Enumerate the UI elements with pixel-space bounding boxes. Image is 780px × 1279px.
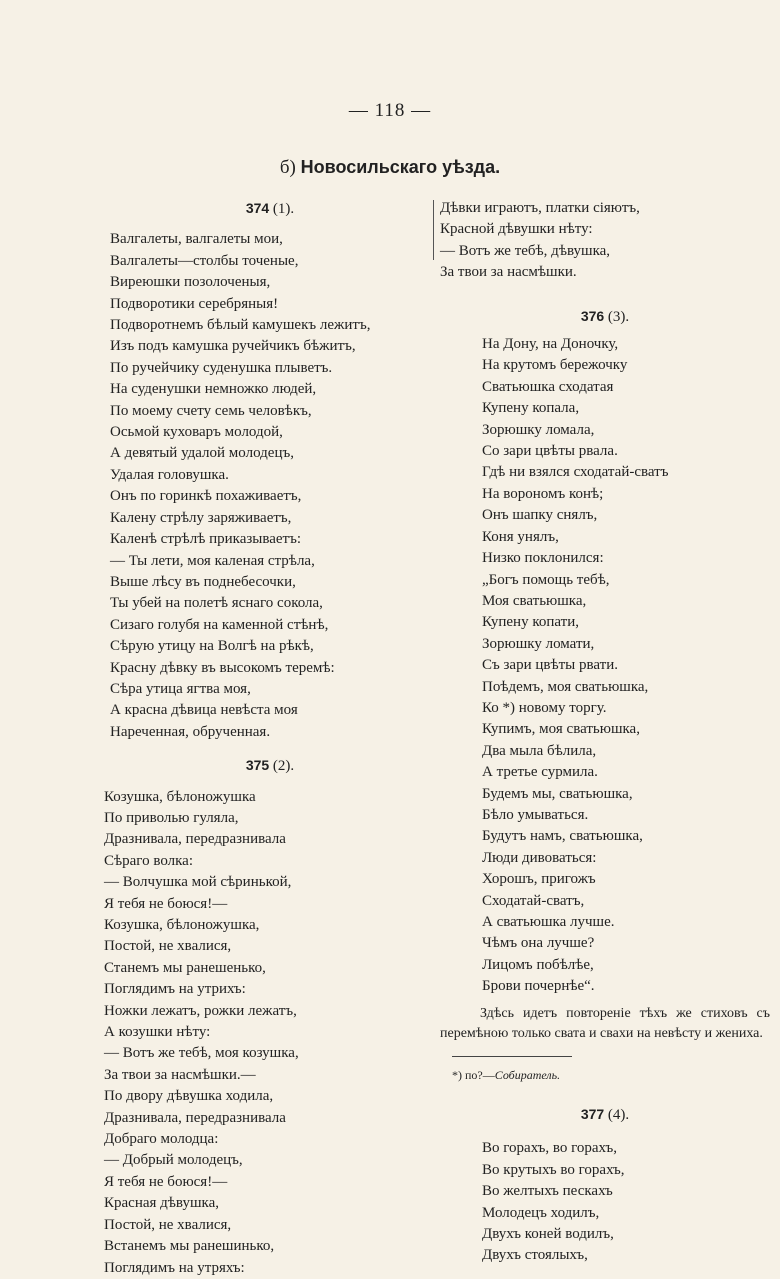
- poem-line: А красна дѣвица невѣста моя: [110, 702, 298, 719]
- poem-line: Сизаго голубя на каменной стѣнѣ,: [110, 616, 329, 633]
- poem-line: Я тебя не боюся!—: [104, 1173, 228, 1190]
- poem-line: По ручейчику суденушка плыветъ.: [110, 359, 333, 376]
- poem-line: Сватьюшка сходатая: [482, 378, 614, 395]
- footnote: [452, 1065, 770, 1086]
- song-heading: [110, 198, 430, 220]
- poem-377: [440, 1138, 770, 1266]
- column-divider: [433, 200, 434, 260]
- poem-line: Купену копала,: [482, 400, 580, 417]
- poem-line: — Вотъ же тебѣ, дѣвушка,: [440, 242, 611, 259]
- poem-line: Добраго молодца:: [104, 1131, 219, 1148]
- poem-line: Съ зари цвѣты рвати.: [482, 657, 618, 674]
- section-title: [0, 157, 780, 179]
- song-number: 376: [580, 307, 605, 324]
- poem-line: Низко поклонился:: [482, 550, 604, 567]
- poem-line: Удалая головушка.: [110, 466, 229, 483]
- poem-line: Во крутыхъ во горахъ,: [482, 1161, 625, 1178]
- poem-line: Валгалеты—столбы точеные,: [110, 252, 299, 269]
- poem-line: А сватьюшка лучше.: [482, 914, 615, 930]
- poem-line: Калену стрѣлу заряживаетъ,: [110, 509, 292, 526]
- poem-line: Моя сватьюшка,: [482, 592, 587, 609]
- poem-line: — Вотъ же тебѣ, моя козушка,: [104, 1045, 299, 1062]
- poem-line: Дразнивала, передразнивала: [104, 831, 286, 848]
- poem-line: Дѣвки играютъ, платки сіяютъ,: [440, 200, 640, 216]
- poem-line: Молодецъ ходилъ,: [482, 1204, 600, 1221]
- poem-line: Онъ по горинкѣ похаживаетъ,: [110, 488, 302, 505]
- poem-line: На ворономъ конѣ;: [482, 485, 604, 502]
- poem-line: Козушка, бѣлоножушка,: [104, 917, 260, 933]
- poem-line: Осьмой куховаръ молодой,: [110, 424, 283, 441]
- poem-line: Ко *) новому торгу.: [482, 699, 607, 716]
- poem-line: Каленѣ стрѣлѣ приказываетъ:: [110, 531, 302, 548]
- poem-line: Встанемъ мы ранешинько,: [104, 1238, 275, 1255]
- song-number: 375: [245, 757, 270, 774]
- song-heading: [440, 1104, 770, 1126]
- poem-line: По приволью гуляла,: [104, 809, 239, 826]
- poem-line: Лицомъ побѣлѣе,: [482, 956, 594, 973]
- poem-line: Подворотики серебряныя!: [110, 295, 279, 312]
- poem-line: Купену копати,: [482, 614, 579, 631]
- poem-line: А третье сурмила.: [482, 764, 598, 781]
- poem-line: Бѣло умываться.: [482, 806, 589, 823]
- poem-line: По моему счету семь человѣкъ,: [110, 402, 312, 419]
- poem-line: Сѣраго волка:: [104, 852, 193, 869]
- poem-line: Красной дѣвушки нѣту:: [440, 221, 593, 238]
- poem-line: На суденушки немножко людей,: [110, 381, 317, 398]
- poem-line: Два мыла бѣлила,: [482, 742, 597, 759]
- footnote-text: *) по?—: [452, 1067, 495, 1082]
- poem-line: Поглядимъ на утряхъ:: [104, 1259, 245, 1276]
- song-subnumber: (3).: [607, 308, 630, 325]
- section-prefix: б): [279, 157, 296, 178]
- poem-line: — Добрый молодецъ,: [104, 1152, 243, 1169]
- poem-line: Красная дѣвушка,: [104, 1195, 220, 1212]
- poem-line: Двухъ стоялыхъ,: [482, 1247, 588, 1264]
- poem-376: [440, 334, 770, 998]
- left-column: [104, 198, 430, 1279]
- poem-line: Виреюшки позолоченыя,: [110, 274, 271, 291]
- poem-line: Онъ шапку снялъ,: [482, 507, 598, 524]
- poem-line: Ты убей на полетѣ яснаго сокола,: [110, 595, 323, 612]
- poem-line: А козушки нѣту:: [104, 1024, 211, 1041]
- poem-line: Во горахъ, во горахъ,: [482, 1140, 617, 1157]
- poem-line: Выше лѣсу въ поднебесочки,: [110, 573, 296, 590]
- poem-line: Я тебя не боюся!—: [104, 895, 228, 912]
- poem-375: [104, 787, 430, 1279]
- poem-line: Гдѣ ни взялся сходатай-сватъ: [482, 464, 669, 481]
- poem-line: Сходатай-сватъ,: [482, 892, 585, 909]
- poem-line: На Дону, на Доночку,: [482, 336, 619, 353]
- song-heading: [110, 755, 430, 777]
- poem-line: — Волчушка мой сѣринькой,: [104, 874, 292, 891]
- poem-line: Поглядимъ на утрихъ:: [104, 981, 246, 998]
- song-number: 374: [245, 200, 270, 216]
- poem-line: Изъ подъ камушка ручейчикъ бѣжитъ,: [110, 338, 356, 355]
- poem-line: Купимъ, моя сватьюшка,: [482, 721, 640, 738]
- poem-line: — Ты лети, моя каленая стрѣла,: [110, 552, 315, 569]
- poem-line: Хорошъ, пригожъ: [482, 871, 596, 888]
- poem-line: Подворотнемъ бѣлый камушекъ лежитъ,: [110, 317, 371, 334]
- poem-line: Ножки лежатъ, рожки лежатъ,: [104, 1002, 297, 1019]
- poem-line: Во желтыхъ пескахъ: [482, 1183, 613, 1200]
- footnote-rule: [452, 1056, 572, 1057]
- section-title-text: Новосильскаго уѣзда.: [300, 157, 501, 177]
- poem-line: Коня унялъ,: [482, 528, 559, 545]
- poem-line: Зорюшку ломала,: [482, 421, 595, 438]
- poem-line: По двору дѣвушка ходила,: [104, 1088, 274, 1105]
- poem-line: Люди дивоваться:: [482, 849, 597, 866]
- poem-line: Брови почернѣе“.: [482, 978, 595, 995]
- poem-line: На крутомъ бережочку: [482, 357, 628, 374]
- poem-374: [110, 229, 430, 743]
- song-number: 377: [580, 1106, 605, 1123]
- poem-374-continuation: [440, 198, 770, 284]
- song-subnumber: (2).: [272, 758, 295, 775]
- poem-line: Будемъ мы, сватьюшка,: [482, 785, 633, 802]
- poem-line: Поѣдемъ, моя сватьюшка,: [482, 678, 649, 695]
- song-subnumber: (4).: [607, 1107, 630, 1124]
- poem-line: За твои за насмѣшки.: [440, 264, 577, 281]
- poem-line: Козушка, бѣлоножушка: [104, 788, 256, 805]
- poem-line: Валгалеты, валгалеты мои,: [110, 231, 283, 248]
- page-number: — 118 —: [348, 100, 432, 121]
- poem-line: Зорюшку ломати,: [482, 635, 595, 652]
- editorial-note: Здѣсь идетъ повтореніе тѣхъ же стиховъ съ перемѣною только свата и свахи на невѣсту и жениха.: [440, 1005, 770, 1041]
- song-heading: [440, 306, 770, 328]
- poem-line: А девятый удалой молодецъ,: [110, 445, 294, 462]
- poem-line: Постой, не хвалися,: [104, 938, 232, 955]
- poem-line: „Богъ помощь тебѣ,: [482, 571, 610, 588]
- footnote-source: Собиратель.: [494, 1067, 561, 1082]
- poem-line: Дразнивала, передразнивала: [104, 1109, 286, 1126]
- poem-line: Со зари цвѣты рвала.: [482, 443, 618, 460]
- poem-line: Станемъ мы ранешенько,: [104, 959, 266, 976]
- song-subnumber: (1).: [272, 201, 295, 217]
- poem-line: Постой, не хвалися,: [104, 1216, 232, 1233]
- poem-line: Сѣрую утицу на Волгѣ на рѣкѣ,: [110, 638, 314, 655]
- poem-line: Двухъ коней водилъ,: [482, 1226, 614, 1243]
- right-column: [440, 198, 770, 1267]
- poem-line: Будутъ намъ, сватьюшка,: [482, 828, 643, 845]
- poem-line: Сѣра утица ягтва моя,: [110, 680, 251, 697]
- poem-line: Чѣмъ она лучше?: [482, 935, 595, 952]
- poem-line: За твои за насмѣшки.—: [104, 1066, 256, 1083]
- poem-line: Красну дѣвку въ высокомъ теремѣ:: [110, 659, 335, 676]
- poem-line: Нареченная, обрученная.: [110, 723, 271, 740]
